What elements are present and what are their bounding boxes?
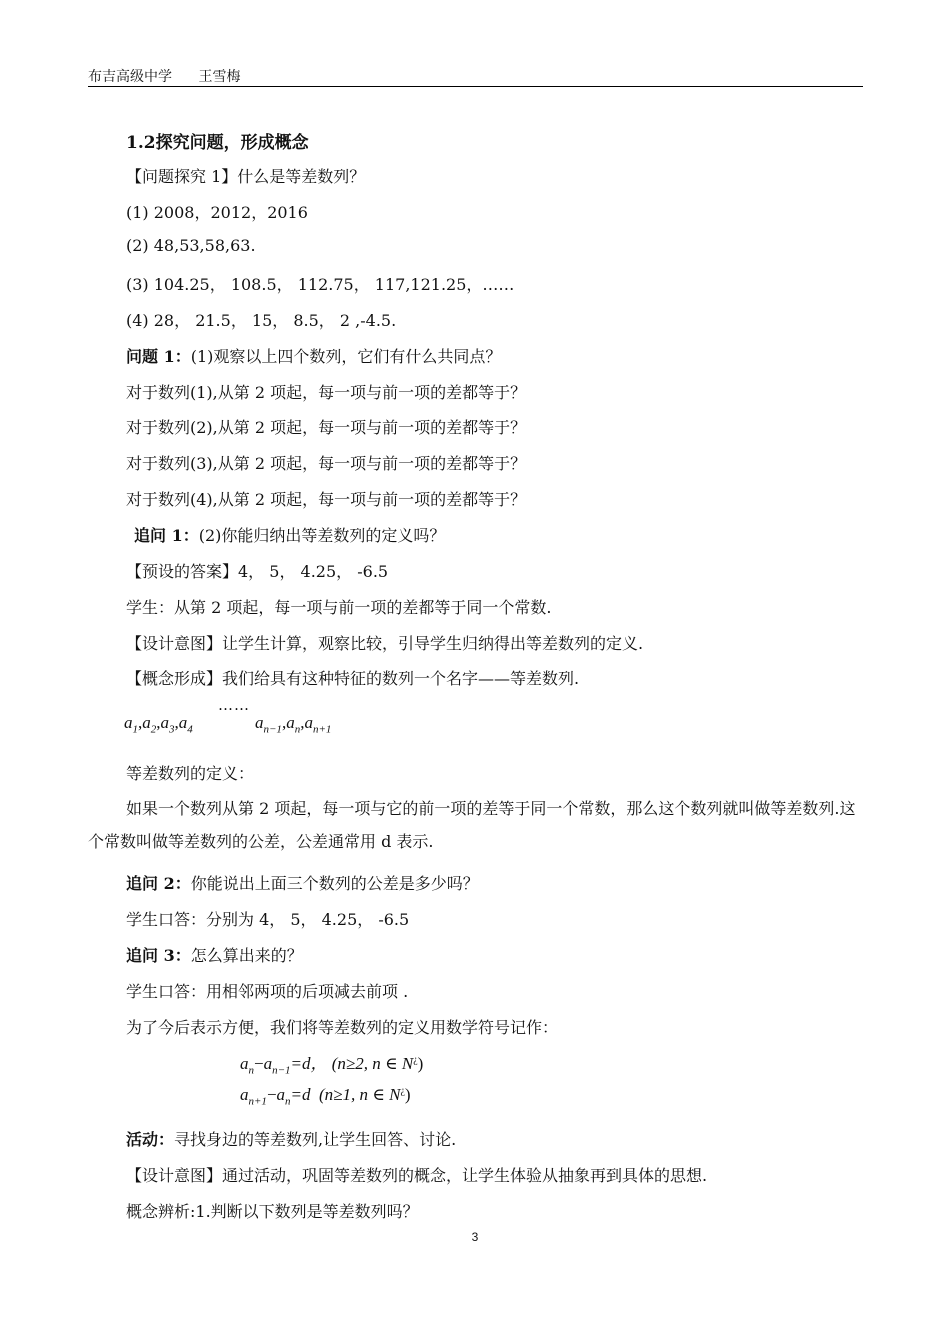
- term-a: a: [142, 713, 151, 732]
- followup-1: [134, 523, 445, 546]
- followup-1-text: (2)你能归纳出等差数列的定义吗？: [198, 526, 446, 545]
- formula-term: a: [240, 1085, 249, 1104]
- activity-label: 活动：: [126, 1130, 175, 1149]
- formula-close: ): [404, 1085, 411, 1104]
- sequence-1: (1) 2008，2012，2016: [126, 203, 308, 222]
- formula-sup: ¿: [400, 1085, 405, 1097]
- sequence-4: (4) 28， 21.5， 15， 8.5， 2 ,-4.5.: [126, 311, 397, 330]
- followup-3-text: 怎么算出来的？: [190, 946, 303, 965]
- formula-sub: n+1: [248, 1095, 267, 1108]
- term-sub: 1: [132, 723, 138, 736]
- question-1-label: 问题 1：: [126, 347, 191, 366]
- formula-sub: n−1: [272, 1064, 291, 1077]
- formula-eq: =d: [290, 1085, 311, 1104]
- formula-term: a: [263, 1054, 273, 1073]
- page-header: [88, 66, 863, 87]
- term-a: a: [255, 713, 264, 732]
- student-oral-2: 学生口答：用相邻两项的后项减去前项 .: [126, 982, 409, 1001]
- sequence-2: (2) 48,53,58,63.: [126, 236, 256, 255]
- formula-sup: ¿: [413, 1054, 418, 1066]
- sequence-3: (3) 104.25， 108.5， 112.75， 117,121.25，……: [126, 275, 515, 294]
- followup-2: [126, 871, 479, 894]
- term-a: a: [178, 713, 188, 732]
- question-1: [126, 344, 501, 367]
- design-intent-1: 【设计意图】让学生计算，观察比较，引导学生归纳得出等差数列的定义.: [126, 634, 644, 653]
- followup-1-label: 追问 1：: [134, 526, 199, 545]
- followup-3-label: 追问 3：: [126, 946, 191, 965]
- student-oral-1: 学生口答：分别为 4， 5， 4.25， -6.5: [126, 910, 410, 929]
- followup-3: [126, 943, 303, 966]
- term-a: a: [286, 713, 295, 732]
- formula-sub: n: [248, 1064, 254, 1077]
- formula-1: [240, 1049, 423, 1076]
- observation-2: 对于数列(2),从第 2 项起，每一项与前一项的差都等于？: [126, 418, 527, 437]
- formula-eq: =d，: [290, 1054, 328, 1073]
- term-sub: 4: [187, 723, 193, 736]
- formula-close: ): [417, 1054, 424, 1073]
- definition-title: 等差数列的定义：: [126, 764, 255, 783]
- term-sub: 2: [150, 723, 157, 736]
- activity: [126, 1127, 456, 1150]
- preset-answer: 【预设的答案】4， 5， 4.25， -6.5: [126, 562, 389, 581]
- definition-text: 如果一个数列从第 2 项起，每一项与它的前一项的差等于同一个常数，那么这个数列就叫做等差数列.这个常数叫做等差数列的公差，公差通常用 d 表示.: [88, 799, 856, 851]
- formula-cond: (n≥2, n ∈ N: [331, 1054, 414, 1073]
- term-sub: n−1: [263, 723, 282, 736]
- question-1-text: (1)观察以上四个数列，它们有什么共同点？: [190, 347, 502, 366]
- student-answer-1: 学生：从第 2 项起，每一项与前一项的差都等于同一个常数.: [126, 598, 552, 617]
- observation-1: 对于数列(1),从第 2 项起，每一项与前一项的差都等于？: [126, 383, 527, 402]
- design-intent-2: 【设计意图】通过活动，巩固等差数列的概念，让学生体验从抽象再到具体的思想.: [126, 1166, 708, 1185]
- formula-term: a: [240, 1054, 249, 1073]
- term-a: a: [304, 713, 313, 732]
- page-number: 3: [471, 1230, 479, 1244]
- term-sub: n+1: [312, 723, 332, 736]
- term-a: a: [160, 713, 169, 732]
- formula-minus: −: [254, 1054, 264, 1073]
- term-sub: n: [294, 723, 301, 736]
- formula-cond: (n≥1, n ∈ N: [319, 1085, 401, 1104]
- header-author: 王雪梅: [198, 69, 241, 85]
- sequence-formula-tail: $a_{n-1},a_n,a_{n+1}$: [255, 713, 332, 736]
- followup-2-text: 你能说出上面三个数列的公差是多少吗？: [190, 874, 479, 893]
- section-title: 1.2探究问题，形成概念: [126, 133, 309, 153]
- formula-dots: ……: [218, 696, 250, 714]
- term-a: a: [124, 713, 133, 732]
- sequence-formula: $a_1,a_2,a_3,a_4$: [124, 713, 193, 736]
- formula-2: [240, 1085, 411, 1107]
- header-school: 布吉高级中学: [88, 69, 172, 85]
- explore-label: 【问题探究 1】什么是等差数列？: [126, 167, 366, 186]
- symbol-intro: 为了今后表示方便，我们将等差数列的定义用数学符号记作：: [126, 1018, 559, 1037]
- followup-2-label: 追问 2：: [126, 874, 191, 893]
- formula-minus: −: [266, 1085, 277, 1104]
- observation-3: 对于数列(3),从第 2 项起，每一项与前一项的差都等于？: [126, 454, 527, 473]
- activity-text: 寻找身边的等差数列,让学生回答、讨论.: [174, 1130, 457, 1149]
- concept-formed: 【概念形成】我们给具有这种特征的数列一个名字——等差数列.: [126, 669, 580, 688]
- concept-analysis: 概念辨析:1.判断以下数列是等差数列吗？: [126, 1202, 419, 1221]
- observation-4: 对于数列(4),从第 2 项起，每一项与前一项的差都等于？: [126, 490, 527, 509]
- term-sub: 3: [169, 723, 175, 736]
- formula-term: a: [276, 1085, 286, 1104]
- formula-sub: n: [285, 1095, 291, 1108]
